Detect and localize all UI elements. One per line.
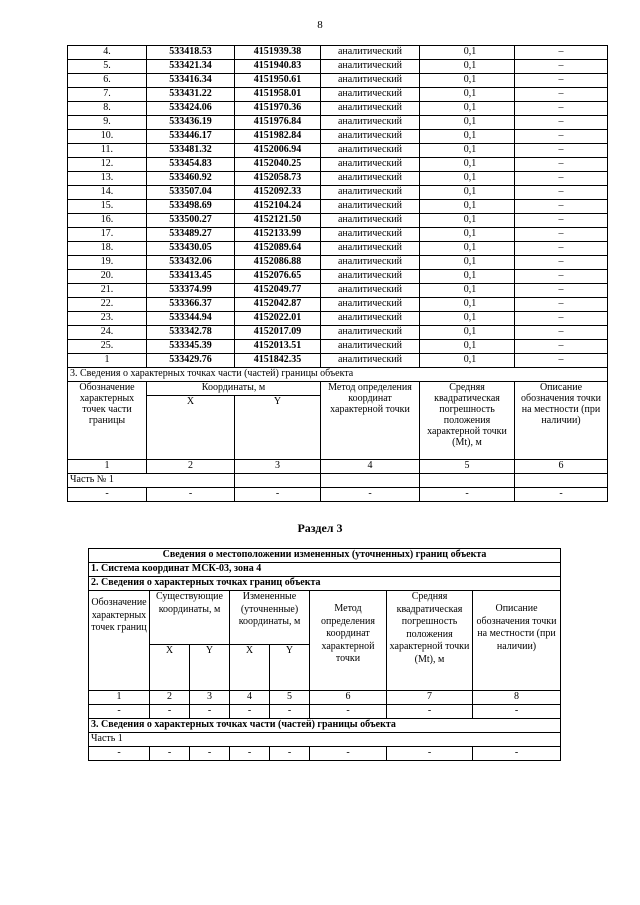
point-row [68,116,608,130]
col-number: 1 [89,691,150,705]
coord-y: 4151976.84 [235,116,321,130]
coord-y: 4152133.99 [235,228,321,242]
empty-cell [321,474,420,488]
method-value: аналитический [321,144,420,158]
point-row [68,60,608,74]
empty-value: - [270,747,310,761]
empty-value: - [147,488,235,502]
accuracy-value: 0,1 [420,200,515,214]
method-value: аналитический [321,214,420,228]
accuracy-value: 0,1 [420,270,515,284]
method-value: аналитический [321,130,420,144]
desc-value: – [515,144,608,158]
empty-value: - [89,747,150,761]
empty-row [89,705,561,719]
coord-y: 4151950.61 [235,74,321,88]
desc-value: – [515,172,608,186]
accuracy-value: 0,1 [420,312,515,326]
point-number: 18. [68,242,147,256]
accuracy-value: 0,1 [420,242,515,256]
point-number: 22. [68,298,147,312]
coord-y: 4152049.77 [235,284,321,298]
point-row [68,326,608,340]
point-number: 21. [68,284,147,298]
empty-value: - [310,705,387,719]
accuracy-value: 0,1 [420,144,515,158]
coord-y: 4151939.38 [235,46,321,60]
coord-y: 4152013.51 [235,340,321,354]
coord-y: 4151958.01 [235,88,321,102]
coord-y: 4152089.64 [235,242,321,256]
point-row [68,46,608,60]
section-title: Раздел 3 [297,521,343,535]
method-value: аналитический [321,326,420,340]
empty-value: - [515,488,608,502]
point-row [68,214,608,228]
empty-value: - [235,488,321,502]
method-value: аналитический [321,256,420,270]
point-row [68,340,608,354]
header-coords: Координаты, м [147,382,321,396]
coord-x: 533507.04 [147,186,235,200]
point-number: 8. [68,102,147,116]
point-row [68,284,608,298]
header-changed-x: X [230,644,270,690]
empty-value: - [420,488,515,502]
point-row [68,228,608,242]
empty-value: - [473,747,561,761]
method-value: аналитический [321,340,420,354]
accuracy-value: 0,1 [420,326,515,340]
coord-x: 533436.19 [147,116,235,130]
column-numbers-row [89,691,561,705]
point-row [68,158,608,172]
accuracy-value: 0,1 [420,354,515,368]
point-number: 4. [68,46,147,60]
method-value: аналитический [321,60,420,74]
desc-value: – [515,284,608,298]
method-value: аналитический [321,298,420,312]
col-number: 5 [270,691,310,705]
point-number: 14. [68,186,147,200]
coord-y: 4152104.24 [235,200,321,214]
method-value: аналитический [321,88,420,102]
header-changed: Измененные (уточненные) координаты, м [230,591,310,645]
point-number: 10. [68,130,147,144]
coord-x: 533345.39 [147,340,235,354]
desc-value: – [515,158,608,172]
coord-x: 533416.34 [147,74,235,88]
header-desc: Описание обозначения точки на местности (при наличии) [515,382,608,460]
method-value: аналитический [321,116,420,130]
coord-x: 533454.83 [147,158,235,172]
coord-y: 4151970.36 [235,102,321,116]
boundary-points-table [67,45,608,502]
coord-y: 4152040.25 [235,158,321,172]
empty-cell [235,474,321,488]
coord-y: 4152042.87 [235,298,321,312]
method-value: аналитический [321,354,420,368]
desc-value: – [515,312,608,326]
coord-x: 533432.06 [147,256,235,270]
empty-value: - [230,705,270,719]
coord-x: 533430.05 [147,242,235,256]
accuracy-value: 0,1 [420,74,515,88]
coord-x: 533481.32 [147,144,235,158]
method-value: аналитический [321,284,420,298]
col-number: 7 [387,691,473,705]
desc-value: – [515,186,608,200]
table-title: Сведения о местоположении измененных (уточненных) границ объекта [89,549,561,563]
header-point: Обозначение характерных точек части границы [68,382,147,460]
coord-x: 533421.34 [147,60,235,74]
point-row [68,130,608,144]
coord-x: 533418.53 [147,46,235,60]
desc-value: – [515,74,608,88]
empty-value: - [190,747,230,761]
accuracy-value: 0,1 [420,102,515,116]
desc-value: – [515,340,608,354]
coord-x: 533431.22 [147,88,235,102]
coord-x: 533374.99 [147,284,235,298]
empty-part-row [68,488,608,502]
method-value: аналитический [321,200,420,214]
empty-value: - [89,705,150,719]
coord-y: 4152121.50 [235,214,321,228]
desc-value: – [515,88,608,102]
desc-value: – [515,46,608,60]
accuracy-value: 0,1 [420,214,515,228]
col-number: 2 [150,691,190,705]
desc-value: – [515,242,608,256]
accuracy-value: 0,1 [420,186,515,200]
coord-x: 533342.78 [147,326,235,340]
point-number: 19. [68,256,147,270]
desc-value: – [515,60,608,74]
coord-y: 4152017.09 [235,326,321,340]
desc-value: – [515,298,608,312]
point-number: 1 [68,354,147,368]
accuracy-value: 0,1 [420,46,515,60]
empty-value: - [190,705,230,719]
header-point: Обозначение характерных точек границ [89,591,150,691]
col-number: 3 [235,460,321,474]
coord-y: 4152076.65 [235,270,321,284]
point-number: 20. [68,270,147,284]
accuracy-value: 0,1 [420,298,515,312]
point-number: 11. [68,144,147,158]
col-number: 1 [68,460,147,474]
point-number: 9. [68,116,147,130]
header-accuracy: Средняя квадратическая погрешность положения характерной точки (Mt), м [387,591,473,691]
coord-x: 533498.69 [147,200,235,214]
point-row [68,312,608,326]
point-row [68,74,608,88]
desc-value: – [515,270,608,284]
coord-x: 533413.45 [147,270,235,284]
point-number: 23. [68,312,147,326]
coord-x: 533366.37 [147,298,235,312]
point-row [68,270,608,284]
point-number: 24. [68,326,147,340]
desc-value: – [515,256,608,270]
desc-value: – [515,228,608,242]
empty-value: - [387,747,473,761]
page-number: 8 [317,19,323,31]
point-number: 25. [68,340,147,354]
col-number: 6 [515,460,608,474]
empty-value: - [387,705,473,719]
empty-cell [515,474,608,488]
header-method: Метод определения координат характерной точки [310,591,387,691]
desc-value: – [515,130,608,144]
accuracy-value: 0,1 [420,130,515,144]
coord-x: 533500.27 [147,214,235,228]
point-number: 13. [68,172,147,186]
col-number: 3 [190,691,230,705]
coord-x: 533446.17 [147,130,235,144]
empty-value: - [473,705,561,719]
header-y: Y [235,396,321,460]
col-number: 8 [473,691,561,705]
accuracy-value: 0,1 [420,116,515,130]
desc-value: – [515,354,608,368]
boundary-points-rows [68,46,608,368]
empty-value: - [230,747,270,761]
desc-value: – [515,116,608,130]
accuracy-value: 0,1 [420,256,515,270]
empty-cell [420,474,515,488]
coord-y: 4151940.83 [235,60,321,74]
empty-value: - [321,488,420,502]
header-accuracy: Средняя квадратическая погрешность положения характерной точки (Mt), м [420,382,515,460]
accuracy-value: 0,1 [420,172,515,186]
point-row [68,186,608,200]
point-number: 17. [68,228,147,242]
coord-y: 4152092.33 [235,186,321,200]
desc-value: – [515,214,608,228]
coord-y: 4151842.35 [235,354,321,368]
empty-value: - [150,747,190,761]
column-numbers-row [68,460,608,474]
method-value: аналитический [321,270,420,284]
point-number: 6. [68,74,147,88]
accuracy-value: 0,1 [420,228,515,242]
part-label: Часть № 1 [68,474,235,488]
header-changed-y: Y [270,644,310,690]
accuracy-value: 0,1 [420,284,515,298]
changed-boundaries-table [88,548,561,761]
part-row [89,747,561,761]
point-row [68,144,608,158]
coord-y: 4152086.88 [235,256,321,270]
method-value: аналитический [321,312,420,326]
parts-title: 3. Сведения о характерных точках части (частей) границы объекта [89,719,561,733]
method-value: аналитический [321,46,420,60]
point-number: 7. [68,88,147,102]
method-value: аналитический [321,102,420,116]
point-row [68,256,608,270]
method-value: аналитический [321,172,420,186]
point-row [68,354,608,368]
empty-value: - [270,705,310,719]
coord-y: 4152006.94 [235,144,321,158]
header-existing-y: Y [190,644,230,690]
part-label: Часть 1 [89,733,561,747]
header-existing: Существующие координаты, м [150,591,230,645]
header-desc: Описание обозначения точки на местности (при наличии) [473,591,561,691]
method-value: аналитический [321,74,420,88]
point-number: 12. [68,158,147,172]
accuracy-value: 0,1 [420,158,515,172]
col-number: 4 [321,460,420,474]
point-row [68,88,608,102]
method-value: аналитический [321,186,420,200]
coord-x: 533489.27 [147,228,235,242]
desc-value: – [515,102,608,116]
col-number: 5 [420,460,515,474]
desc-value: – [515,200,608,214]
point-row [68,298,608,312]
col-number: 4 [230,691,270,705]
desc-value: – [515,326,608,340]
point-row [68,172,608,186]
header-x: X [147,396,235,460]
point-row [68,200,608,214]
coord-y: 4152058.73 [235,172,321,186]
header-method: Метод определения координат характерной точки [321,382,420,460]
method-value: аналитический [321,242,420,256]
point-number: 15. [68,200,147,214]
coord-x: 533429.76 [147,354,235,368]
method-value: аналитический [321,228,420,242]
point-row [68,242,608,256]
coord-system: 1. Система координат МСК-03, зона 4 [89,563,561,577]
accuracy-value: 0,1 [420,340,515,354]
accuracy-value: 0,1 [420,88,515,102]
subsection-3-title: 3. Сведения о характерных точках части (частей) границы объекта [68,368,608,382]
empty-value: - [150,705,190,719]
point-number: 16. [68,214,147,228]
coord-x: 533424.06 [147,102,235,116]
coord-y: 4152022.01 [235,312,321,326]
col-number: 6 [310,691,387,705]
col-number: 2 [147,460,235,474]
point-row [68,102,608,116]
method-value: аналитический [321,158,420,172]
accuracy-value: 0,1 [420,60,515,74]
point-number: 5. [68,60,147,74]
coord-x: 533344.94 [147,312,235,326]
points-title: 2. Сведения о характерных точках границ объекта [89,577,561,591]
empty-value: - [68,488,147,502]
coord-x: 533460.92 [147,172,235,186]
coord-y: 4151982.84 [235,130,321,144]
header-existing-x: X [150,644,190,690]
empty-value: - [310,747,387,761]
